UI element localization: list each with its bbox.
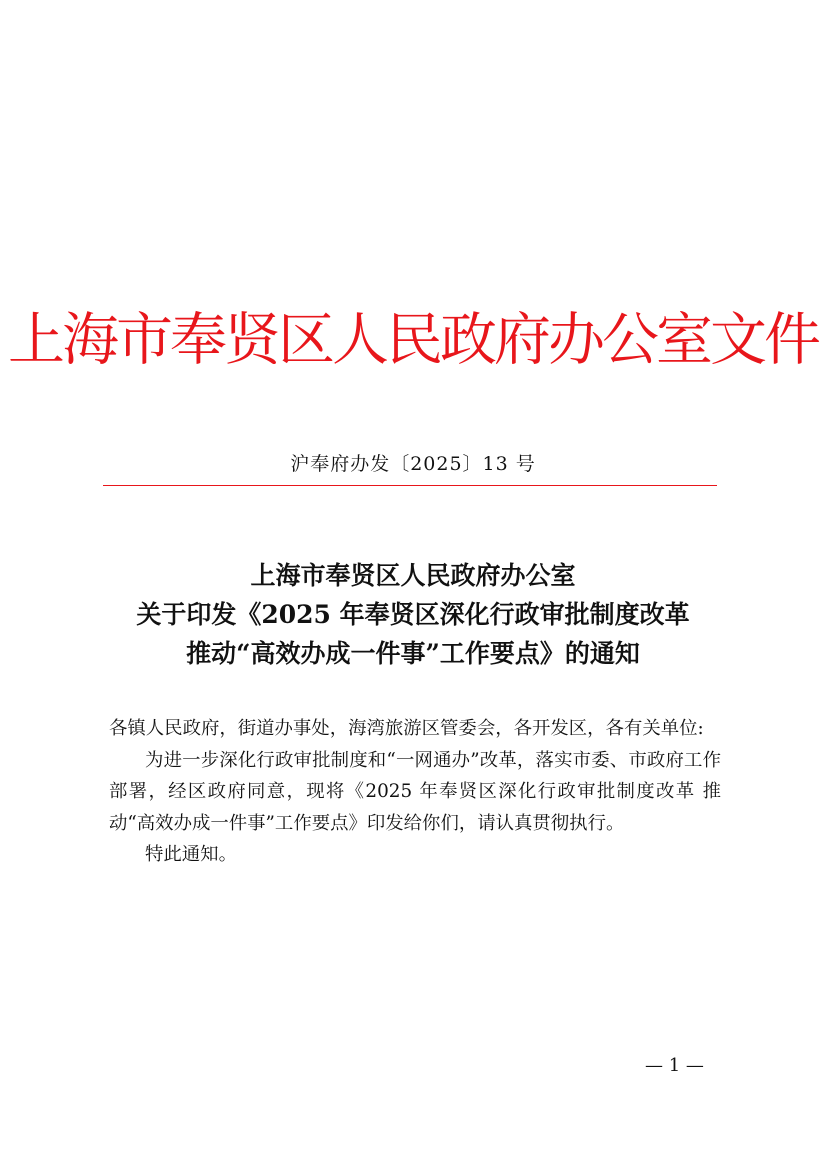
document-number: 沪奉府办发〔2025〕13 号 (290, 453, 536, 475)
closing-line: 特此通知。 (145, 844, 237, 865)
page-number: — 1 — (645, 1055, 704, 1076)
title-line-3: 推动“高效办成一件事”工作要点》的通知 (186, 639, 640, 668)
document-masthead: 上海市奉贤区人民政府办公室文件 (8, 307, 818, 373)
body-paragraph: 为进一步深化行政审批制度和“一网通办”改革，落实市委、市政府工作部署，经区政府同意，现将《2025 年奉贤区深化行政审批制度改革 推动“高效办成一件事”工作要点》印发给你们，请认真贯彻执行。 (109, 749, 721, 834)
salutation: 各镇人民政府，街道办事处，海湾旅游区管委会，各开发区，各有关单位: (109, 718, 704, 739)
red-divider-line (103, 485, 717, 486)
document-body (109, 713, 721, 871)
document-title (60, 556, 766, 673)
title-line-2: 关于印发《2025 年奉贤区深化行政审批制度改革 (136, 600, 690, 629)
title-line-1: 上海市奉贤区人民政府办公室 (250, 561, 576, 590)
